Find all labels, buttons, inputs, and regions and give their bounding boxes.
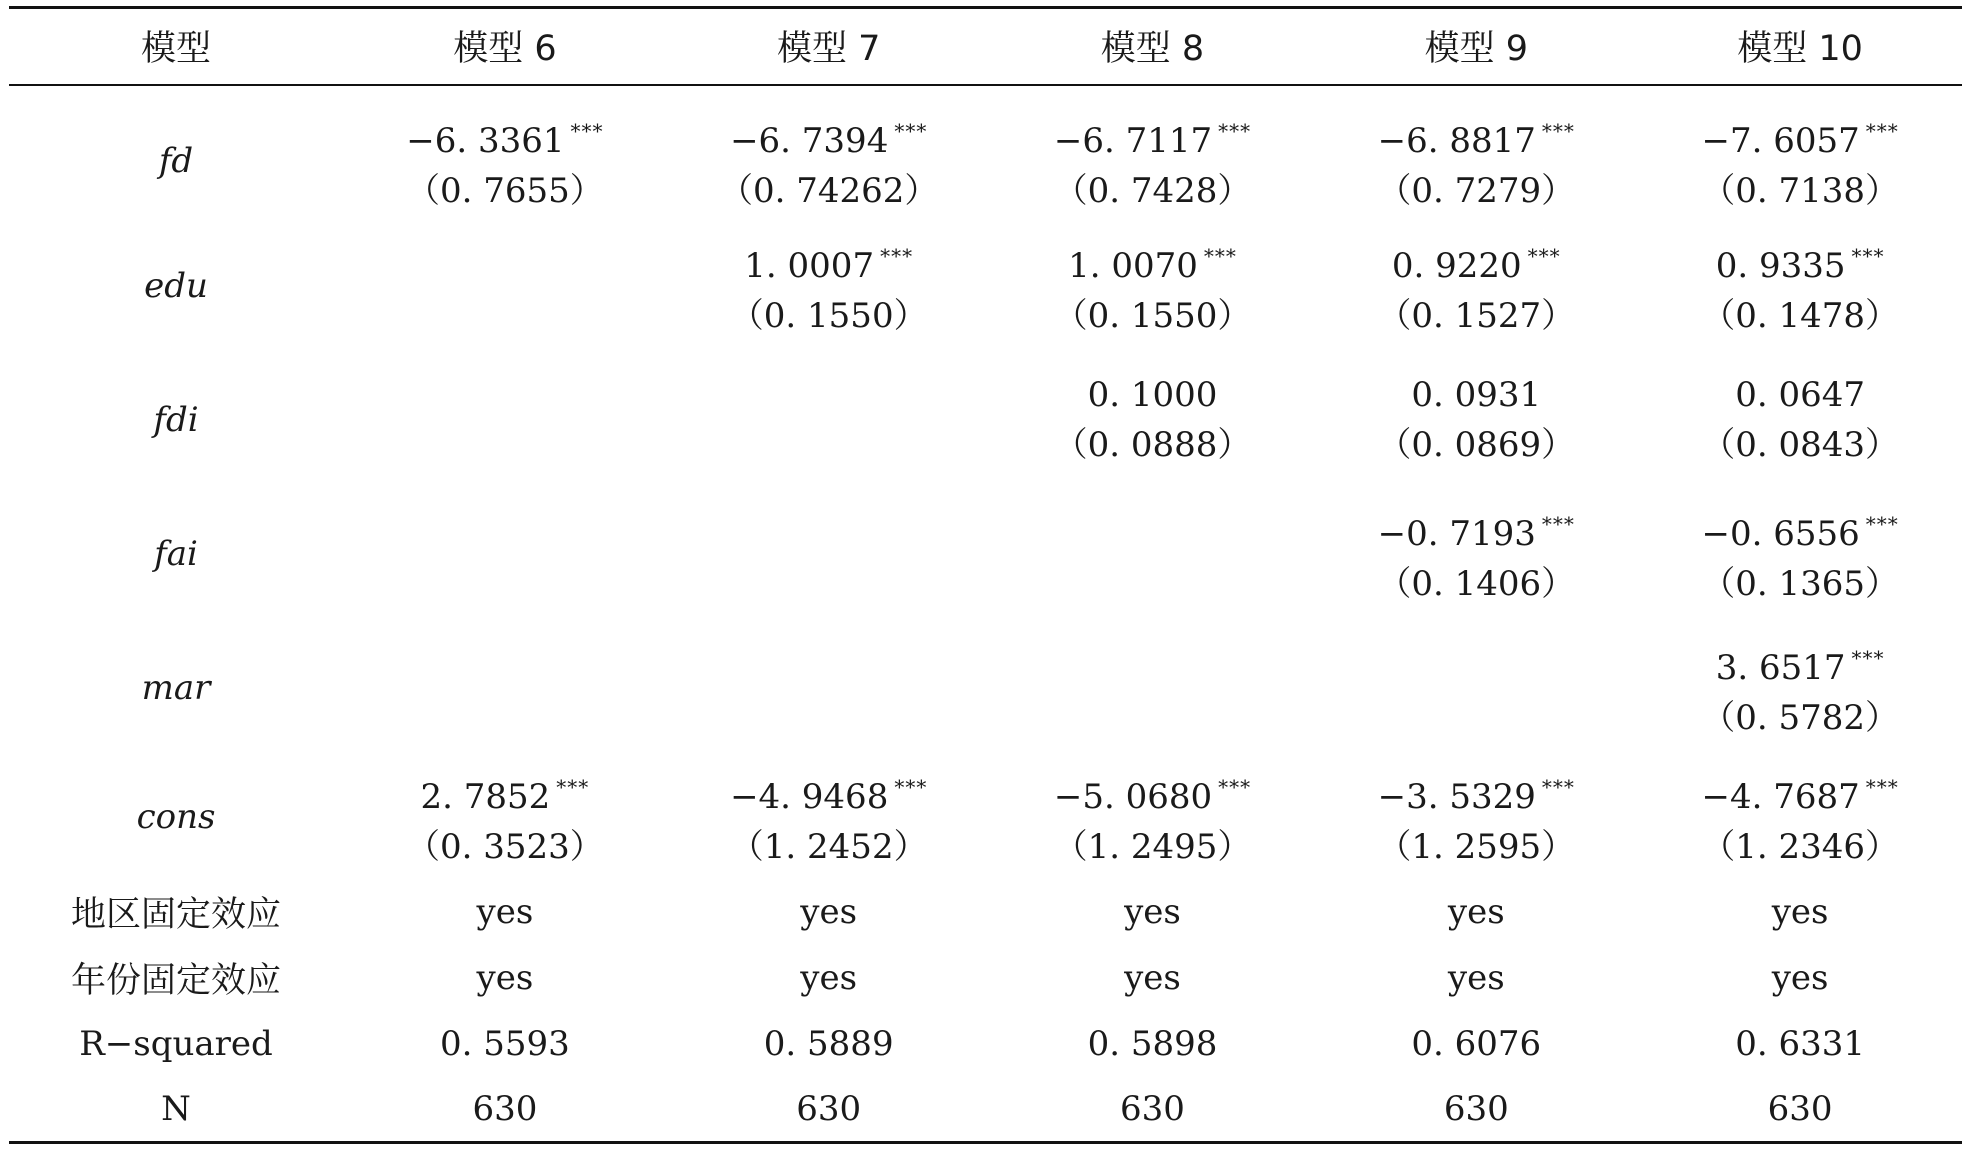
estimate: 0. 9335 (1715, 245, 1846, 286)
cell-value: 630 (472, 1088, 538, 1129)
header-cell-model: 模型 (140, 29, 211, 70)
header-cell-model-9: 模型 9 (1424, 29, 1528, 70)
cell-edu-m10 (1638, 219, 1962, 353)
cell-value: 0. 5889 (763, 1023, 894, 1064)
cell-fdi-m7 (667, 353, 991, 487)
cell-value: 0. 5898 (1087, 1023, 1218, 1064)
cell-value: yes (1771, 891, 1829, 932)
standard-error: （0. 3523） (406, 826, 604, 867)
cell-fd-m8 (991, 85, 1315, 219)
estimate: −5. 0680 (1053, 776, 1213, 817)
standard-error: （0. 0888） (1053, 424, 1252, 465)
estimate: −6. 7117 (1053, 121, 1213, 161)
table-row-fdi (9, 353, 1962, 487)
table-row-edu (9, 219, 1962, 353)
cell-value: yes (1447, 891, 1505, 932)
significance-stars: *** (1527, 243, 1561, 268)
significance-stars: *** (1203, 243, 1237, 268)
estimate: −6. 3361 (406, 121, 565, 161)
var-label-fai: fai (154, 533, 198, 574)
table-row-cons (9, 755, 1962, 879)
cell-fai-m6 (343, 487, 667, 621)
significance-stars: *** (1851, 243, 1885, 268)
var-label-cons: cons (136, 796, 216, 837)
header-row (9, 8, 1962, 85)
standard-error: （0. 7428） (1053, 171, 1252, 211)
estimate: 0. 0647 (1735, 374, 1865, 415)
cell-cons-m9 (1314, 755, 1638, 879)
var-label-edu: edu (144, 265, 208, 306)
cell-value: 630 (796, 1088, 862, 1129)
row-label-year-fe: 年份固定效应 (70, 960, 281, 1001)
header-cell-model-6: 模型 6 (453, 29, 557, 70)
regression-table-container (9, 6, 1962, 1144)
estimate: 1. 0007 (744, 245, 875, 286)
cell-fdi-m9 (1314, 353, 1638, 487)
significance-stars: *** (1218, 119, 1252, 143)
estimate: −4. 9468 (730, 776, 889, 817)
header-cell-model-7: 模型 7 (776, 29, 881, 70)
cell-fai-m8 (991, 487, 1315, 621)
cell-value: 0. 6331 (1735, 1023, 1865, 1064)
significance-stars: *** (1865, 511, 1899, 536)
standard-error: （0. 1365） (1701, 563, 1899, 604)
cell-mar-m10 (1638, 621, 1962, 755)
standard-error: （1. 2595） (1377, 826, 1576, 867)
estimate: 1. 0070 (1068, 245, 1198, 286)
estimate: 3. 6517 (1715, 647, 1846, 688)
var-label-fd: fd (158, 141, 194, 181)
estimate: 0. 1000 (1087, 374, 1218, 415)
cell-edu-m8 (991, 219, 1315, 353)
standard-error: （1. 2452） (729, 826, 928, 867)
cell-cons-m8 (991, 755, 1315, 879)
cell-edu-m9 (1314, 219, 1638, 353)
cell-fd-m6 (343, 85, 667, 219)
significance-stars: *** (1541, 511, 1575, 536)
row-label-n: N (161, 1088, 191, 1129)
table-row-n (9, 1077, 1962, 1143)
cell-fd-m7 (667, 85, 991, 219)
estimate: 2. 7852 (420, 776, 551, 817)
table-row-year-fe (9, 945, 1962, 1011)
cell-value: yes (476, 891, 534, 932)
cell-mar-m9 (1314, 621, 1638, 755)
cell-value: 630 (1767, 1088, 1833, 1129)
cell-fdi-m8 (991, 353, 1315, 487)
cell-fai-m7 (667, 487, 991, 621)
cell-value: 630 (1120, 1088, 1185, 1129)
significance-stars: *** (1541, 774, 1575, 799)
estimate: −4. 7687 (1701, 776, 1860, 817)
table-row-fai (9, 487, 1962, 621)
estimate: −0. 6556 (1701, 513, 1860, 554)
var-label-mar: mar (141, 667, 211, 708)
cell-value: yes (1447, 957, 1505, 998)
cell-fd-m9 (1314, 85, 1638, 219)
header-cell-model-8: 模型 8 (1100, 29, 1205, 70)
standard-error: （0. 1478） (1701, 295, 1899, 336)
estimate: −3. 5329 (1377, 776, 1536, 817)
estimate: −0. 7193 (1377, 513, 1536, 554)
standard-error: （0. 7655） (406, 171, 604, 211)
cell-value: yes (1771, 957, 1829, 998)
table-row-fd (9, 85, 1962, 219)
header-cell-model-10: 模型 10 (1737, 29, 1863, 70)
significance-stars: *** (1218, 774, 1252, 799)
cell-value: 0. 6076 (1411, 1023, 1542, 1064)
estimate: −6. 8817 (1377, 121, 1536, 161)
standard-error: （0. 7279） (1377, 171, 1576, 211)
cell-value: yes (800, 891, 858, 932)
cell-mar-m7 (667, 621, 991, 755)
cell-cons-m7 (667, 755, 991, 879)
table-row-region-fe (9, 879, 1962, 945)
significance-stars: *** (1865, 119, 1899, 143)
cell-edu-m6 (343, 219, 667, 353)
standard-error: （0. 7138） (1701, 171, 1899, 211)
estimate: −7. 6057 (1701, 121, 1860, 161)
var-label-fdi: fdi (153, 399, 199, 440)
cell-mar-m8 (991, 621, 1315, 755)
significance-stars: *** (1865, 774, 1899, 799)
table-row-r-squared (9, 1011, 1962, 1077)
cell-mar-m6 (343, 621, 667, 755)
table-row-mar (9, 621, 1962, 755)
standard-error: （1. 2346） (1701, 826, 1899, 867)
standard-error: （0. 1527） (1377, 295, 1576, 336)
cell-cons-m6 (343, 755, 667, 879)
significance-stars: *** (570, 119, 604, 143)
cell-fd-m10 (1638, 85, 1962, 219)
standard-error: （0. 0869） (1377, 424, 1576, 465)
estimate: −6. 7394 (730, 121, 889, 161)
estimate: 0. 0931 (1411, 374, 1542, 415)
standard-error: （0. 1550） (729, 295, 928, 336)
standard-error: （0. 0843） (1701, 424, 1899, 465)
cell-value: 0. 5593 (440, 1023, 570, 1064)
cell-value: yes (800, 957, 858, 998)
standard-error: （1. 2495） (1053, 826, 1252, 867)
cell-cons-m10 (1638, 755, 1962, 879)
cell-fai-m10 (1638, 487, 1962, 621)
cell-value: yes (1124, 891, 1181, 932)
standard-error: （0. 1550） (1053, 295, 1252, 336)
cell-fdi-m10 (1638, 353, 1962, 487)
cell-value: yes (476, 957, 534, 998)
cell-fdi-m6 (343, 353, 667, 487)
cell-fai-m9 (1314, 487, 1638, 621)
cell-edu-m7 (667, 219, 991, 353)
row-label-region-fe: 地区固定效应 (70, 894, 281, 935)
cell-value: yes (1124, 957, 1181, 998)
significance-stars: *** (880, 243, 914, 268)
regression-table (9, 6, 1962, 1144)
row-label-r-squared: R−squared (79, 1023, 273, 1064)
cell-value: 630 (1443, 1088, 1509, 1129)
significance-stars: *** (1851, 645, 1885, 670)
significance-stars: *** (1541, 119, 1575, 143)
standard-error: （0. 5782） (1701, 697, 1899, 738)
estimate: 0. 9220 (1391, 245, 1522, 286)
standard-error: （0. 74262） (718, 171, 939, 211)
significance-stars: *** (894, 774, 928, 799)
significance-stars: *** (894, 119, 928, 143)
standard-error: （0. 1406） (1377, 563, 1576, 604)
significance-stars: *** (556, 774, 590, 799)
